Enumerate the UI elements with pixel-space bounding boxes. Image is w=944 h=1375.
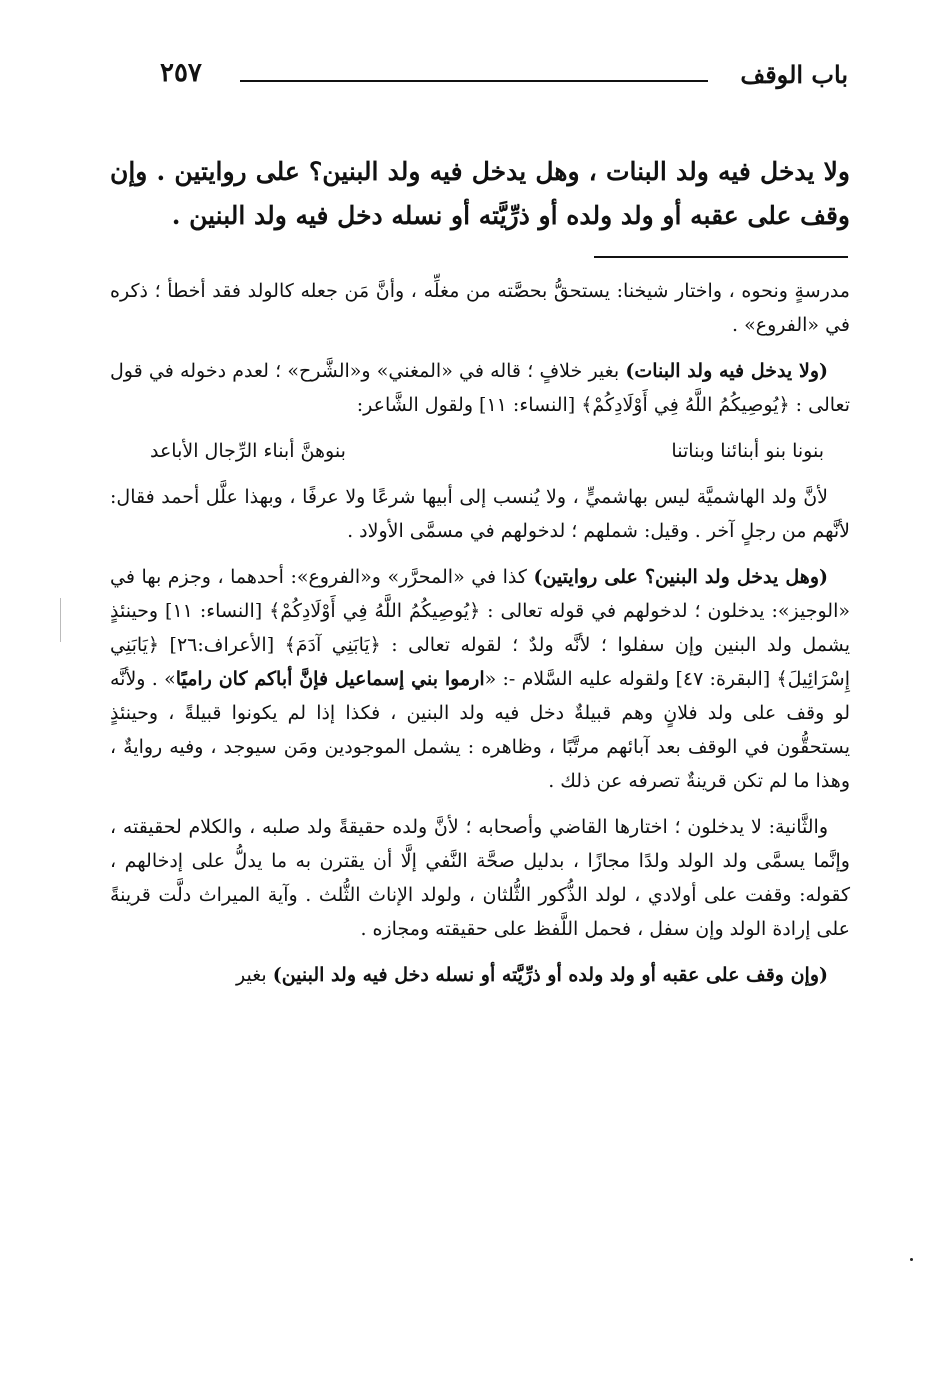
- chapter-title: باب الوقف: [740, 60, 848, 89]
- commentary-text: بغير: [236, 964, 273, 986]
- commentary-text: كذا في «المحرَّر» و«الفروع»: أحدهما ، وجزم بها في «الوجيز»: يدخلون ؛ لدخولهم في قوله تعالى : ﴿يُوصِيكُمُ اللَّهُ فِي أَوْلَادِكُمْ﴾ [النساء: ١١] وحينئذٍ يشمل ولد البنين وإن سفلوا ؛ لأنَّه ولدٌ ؛ لقوله تعالى : ﴿يَابَنِي آدَمَ﴾ [الأعراف:٢٦] ﴿يَابَنِي إِسْرَائِيلَ﴾ [البقرة: ٤٧] ولقوله عليه السَّلام -: «: [110, 566, 851, 690]
- commentary-paragraph-1: مدرسةٍ ونحوه ، واختار شيخنا: يستحقُّ بحصَّته من مغلِّه ، وأنَّ مَن جعله كالولد فقد أخطأ ؛ ذكره في «الفروع» .: [110, 280, 850, 336]
- header-rule: [240, 80, 708, 82]
- page-header: [140, 56, 848, 100]
- commentary: [110, 274, 850, 1004]
- scan-margin-mark: [60, 598, 61, 642]
- scan-speck: [910, 1258, 913, 1261]
- commentary-text: بغير خلافٍ ؛ قاله في «المغني» و«الشَّرح» ؛ لعدم دخوله في قول تعالى : ﴿يُوصِيكُمُ اللَّهُ فِي أَوْلَادِكُمْ﴾ [النساء: ١١] ولقول الشَّاعر:: [110, 360, 850, 416]
- commentary-paragraph-4: [110, 560, 850, 798]
- footnote-divider: [594, 256, 848, 258]
- commentary-paragraph-5: والثَّانية: لا يدخلون ؛ اختارها القاضي وأصحابه ؛ لأنَّ ولده حقيقةً ولد صلبه ، والكلام لحقيقته ، وإنَّما يسمَّى ولد الولد ولدًا مجازًا ، بدليل صحَّة النَّفي إلَّا أن يقترن به ما يدلُّ على إدخالهم ، كقوله: وقفت على أولادي ، لولد الذُّكور الثُّلثان ، ولولد الإناث الثُّلث . وآية الميراث دلَّت قرينةً على إرادة الولد وإن سفل ، فحمل اللَّفظ على حقيقته ومجازه .: [110, 816, 850, 940]
- lemma: (وإن وقف على عقبه أو ولد ولده أو ذرِّيَّته أو نسله دخل فيه ولد البنين): [272, 964, 828, 986]
- commentary-text: » . ولأنَّه لو وقف على ولد فلانٍ وهم قبيلةٌ دخل فيه ولد البنين ، فكذا إذا لم يكونوا قبيلةً ، وحينئذٍ يستحقُّون في الوقف بعد آبائهم مرتَّبًا ، وظاهره : يشمل الموجودين ومَن سيوجد ، وفيه روايةٌ ، وهذا ما لم تكن قرينةٌ تصرفه عن ذلك .: [110, 668, 850, 792]
- page-number: ٢٥٧: [160, 58, 202, 88]
- main-text: ولا يدخل فيه ولد البنات ، وهل يدخل فيه ولد البنين؟ على روايتين . وإن وقف على عقبه أو ولد ولده أو ذرِّيَّته أو نسله دخل فيه ولد البنين .: [110, 157, 850, 230]
- commentary-paragraph-3: لأنَّ ولد الهاشميَّة ليس بهاشميٍّ ، ولا يُنسب إلى أبيها شرعًا ولا عرفًا ، وبهذا علَّل أحمد فقال: لأنَّهم من رجلٍ آخر . وقيل: شملهم ؛ لدخولهم في مسمَّى الأولاد .: [110, 486, 850, 542]
- verse-second-hemistich: بنوهنَّ أبناء الرِّجال الأباعد: [150, 440, 346, 462]
- verse-first-hemistich: بنونا بنو أبنائنا وبناتنا: [671, 440, 824, 462]
- commentary-paragraph-6: [110, 958, 850, 992]
- commentary-paragraph-2: [110, 354, 850, 422]
- hadith-quote: ارموا بني إسماعيل فإنَّ أباكم كان راميًا: [175, 668, 485, 690]
- lemma: (ولا يدخل فيه ولد البنات): [625, 360, 828, 382]
- lemma: (وهل يدخل ولد البنين؟ على روايتين): [533, 566, 828, 588]
- poetry-verse: [110, 434, 850, 468]
